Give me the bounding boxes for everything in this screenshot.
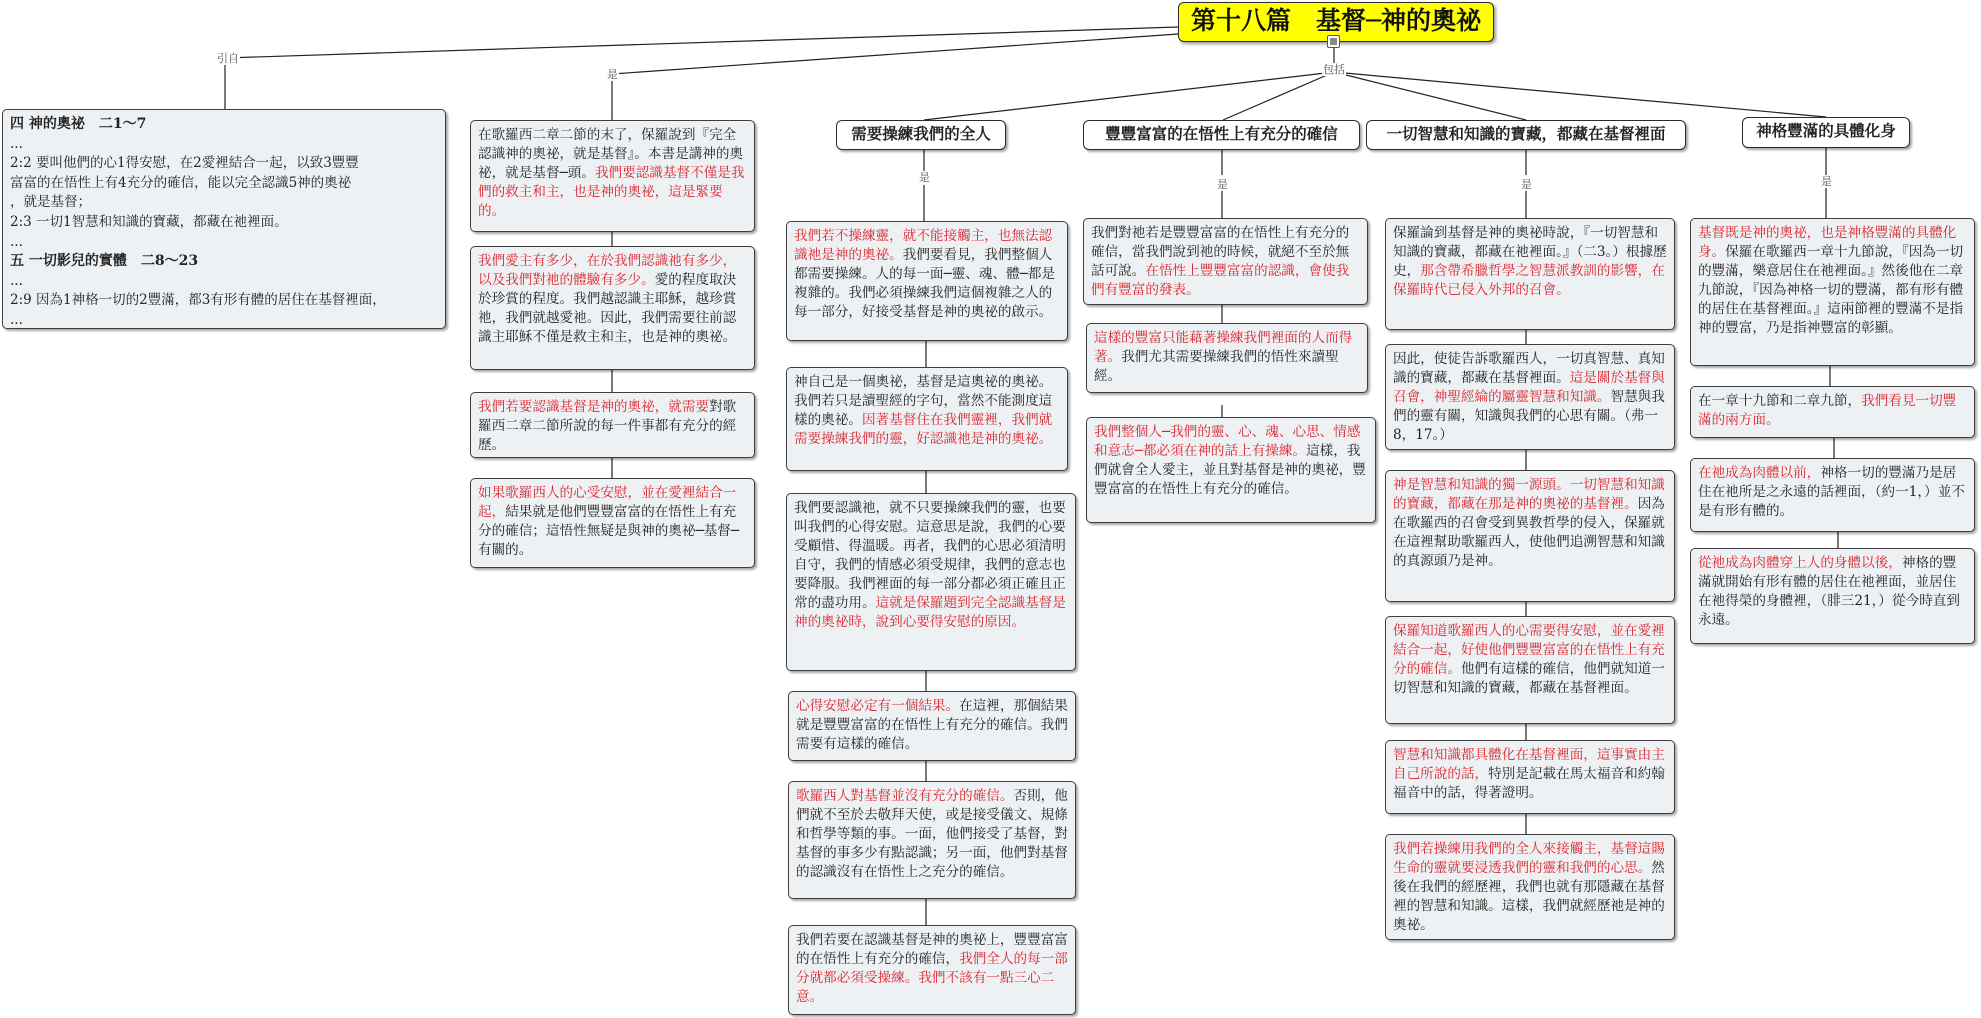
body-text: 在這裡，那個結果就是豐豐富富的在悟性上有充分的確信。我們需要有這樣的確信。 [796, 698, 1068, 752]
highlight-text: 因著基督住在我們靈裡，我們就需要操練我們的靈，好認識祂是神的奧祕。 [794, 412, 1053, 447]
highlight-text: 智慧和知識都具體化在基督裡面，這事實由主自己所說的話， [1393, 747, 1665, 782]
highlight-text: 歌羅西人對基督並沒有充分的確信。 [796, 788, 1014, 804]
topic-node[interactable] [470, 120, 755, 232]
highlight-text: 我們若要認識基督是神的奧祕，就需要 [478, 399, 710, 415]
reference-ellipsis: ... [10, 272, 23, 289]
edge-label-is-h2: 是 [1217, 178, 1228, 191]
edge-label-is-h3: 是 [1521, 178, 1532, 191]
topic-node[interactable] [1385, 834, 1675, 940]
edge-label-is-h1: 是 [919, 171, 930, 184]
heading-treasures-of-wisdom[interactable]: 一切智慧和知識的寶藏，都藏在基督裡面 [1366, 120, 1686, 150]
reference-verse: ，就是基督； [10, 194, 91, 211]
body-text: 保羅論到基督是神的奧祕時說，『一切智慧和知識的寶藏，都藏在祂裡面。』（二3。）根據歷史， [1393, 225, 1667, 279]
highlight-text: 基督既是神的奧祕，也是神格豐滿的具體化身。 [1698, 225, 1957, 260]
highlight-text: 在悟性上豐豐富富的認識，會使我們有豐富的發表。 [1091, 263, 1350, 298]
topic-node[interactable] [1385, 616, 1675, 724]
topic-node[interactable] [1690, 548, 1975, 644]
topic-node[interactable] [1083, 218, 1368, 305]
body-text: 愛的程度取決於珍賞的程度。我們越認識主耶穌，越珍賞祂，我們就越愛祂。因此，我們需要往前認識主耶穌不僅是救主和主，也是神的奧祕。 [478, 272, 737, 345]
body-text: 我們要看見，我們整個人都需要操練。人的每一面─靈、魂、體─都是複雜的。我們必須操練我們這個複雜之人的每一部分，好接受基督是神的奧祕的啟示。 [794, 247, 1056, 320]
edge-label-is-h4: 是 [1821, 175, 1832, 188]
edge-label-is: 是 [607, 68, 618, 81]
topic-node[interactable] [788, 781, 1076, 899]
body-text: 因此，使徒告訴歌羅西人，一切真智慧、真知識的寶藏，都藏在基督裡面。 [1393, 351, 1665, 386]
reference-title-1: 四 神的奧祕 二1～7 [10, 116, 147, 132]
heading-full-assurance[interactable]: 豐豐富富的在悟性上有充分的確信 [1083, 120, 1360, 150]
highlight-text: 那含帶希臘哲學之智慧派教訓的影響，在保羅時代已侵入外邦的召會。 [1393, 263, 1665, 298]
reference-verse: 2:3 一切1智慧和知識的寶藏，都藏在祂裡面。 [10, 213, 288, 230]
topic-node[interactable] [786, 367, 1068, 471]
topic-node[interactable] [1690, 218, 1975, 366]
body-text: 保羅在歌羅西一章十九節說，『因為一切的豐滿，樂意居住在祂裡面。』然後他在二章九節說，『因為神格一切的豐滿，都有形有體的居住在基督裡面。』這兩節裡的豐滿不是指神的豐富，乃是指神豐富的彰顯。 [1698, 244, 1964, 336]
highlight-text: 我們全人的每一部分就都必須受操練。我們不該有一點三心二意。 [796, 951, 1068, 1005]
topic-node[interactable] [786, 493, 1076, 671]
highlight-text: 我們整個人─我們的靈、心、魂、心思、情感和意志─都必須在神的話上有操練。 [1094, 424, 1361, 459]
reference-ellipsis: ... [10, 233, 23, 250]
body-text: 神格一切的豐滿乃是居住在祂所是之永遠的話裡面，（約一1，）並不是有形有體的。 [1698, 465, 1965, 519]
reference-ellipsis: ... [10, 311, 23, 328]
highlight-text: 我們要認識基督不僅是我們的救主和主，也是神的奧祕，這是緊要的。 [478, 165, 745, 219]
body-text: 因為在歌羅西的召會受到異教哲學的侵入，保羅就在這裡幫助歌羅西人，使他們追溯智慧和知識的真源頭乃是神。 [1393, 496, 1665, 569]
reference-verse: 富富的在悟性上有4充分的確信，能以完全認識5神的奧祕 [10, 174, 352, 191]
highlight-text: 從祂成為肉體穿上人的身體以後， [1698, 555, 1902, 571]
heading-embodiment-of-fullness[interactable]: 神格豐滿的具體化身 [1742, 117, 1910, 148]
body-text: 特別是記載在馬太福音和約翰福音中的話，得著證明。 [1393, 766, 1665, 801]
body-text: 在歌羅西二章二節的末了，保羅說到『完全認識神的奧祕，就是基督』。本書是講神的奧祕，就是基督─頭。 [478, 127, 744, 181]
highlight-text: 我們愛主有多少，在於我們認識祂有多少，以及我們對祂的體驗有多少。 [478, 253, 737, 288]
highlight-text: 如果歌羅西人的心受安慰，並在愛裡結合一起， [478, 485, 737, 520]
topic-node[interactable] [788, 691, 1076, 761]
topic-node[interactable] [788, 925, 1076, 1015]
body-text: 神格的豐滿就開始有形有體的居住在祂裡面，並居住在祂得榮的身體裡，（腓三21，）從今時直到永遠。 [1698, 555, 1960, 628]
body-text: 然後在我們的經歷裡，我們也就有那隱藏在基督裡的智慧和知識。這樣，我們就經歷祂是神的奧祕。 [1393, 860, 1665, 933]
body-text: 在一章十九節和二章九節， [1698, 393, 1862, 409]
body-text: 智慧與我們的靈有關，知識與我們的心思有關。（弗一8，17。） [1393, 389, 1665, 443]
topic-node[interactable] [1086, 323, 1368, 393]
reference-verse: 2:9 因為1神格一切的2豐滿，都3有形有體的居住在基督裡面， [10, 292, 386, 309]
reference-box[interactable] [2, 109, 446, 329]
body-text: 他們有這樣的確信，他們就知道一切智慧和知識的寶藏，都藏在基督裡面。 [1393, 661, 1665, 696]
highlight-text: 保羅知道歌羅西人的心需要得安慰，並在愛裡結合一起，好使他們豐豐富富的在悟性上有充分的確信。 [1393, 623, 1665, 677]
reference-verse: 2:2 要叫他們的心1得安慰，在2愛裡結合一起，以致3豐豐 [10, 155, 359, 172]
topic-node[interactable] [1385, 344, 1675, 450]
topic-node[interactable] [1385, 218, 1675, 330]
highlight-text: 我們若操練用我們的全人來接觸主，基督這賜生命的靈就要浸透我們的靈和我們的心思。 [1393, 841, 1665, 876]
topic-node[interactable] [1690, 386, 1975, 438]
body-text: 我們對祂若是豐豐富富的在悟性上有充分的確信，當我們說到祂的時候，就絕不至於無話可說。 [1091, 225, 1350, 279]
reference-title-2: 五 一切影兒的實體 二8～23 [10, 253, 199, 270]
note-icon[interactable] [1327, 35, 1340, 48]
highlight-text: 我們看見一切豐滿的兩方面。 [1698, 393, 1957, 428]
body-text: 神自己是一個奧祕，基督是這奧祕的奧祕。我們若只是讀聖經的字句，當然不能測度這樣的奧祕。 [794, 374, 1053, 428]
topic-node[interactable] [1690, 458, 1975, 532]
root-topic[interactable]: 第十八篇 基督─神的奧祕 [1178, 2, 1494, 42]
highlight-text: 這是關於基督與召會，神聖經綸的屬靈智慧和知識。 [1393, 370, 1665, 405]
body-text: 這樣，我們就會全人愛主，並且對基督是神的奧祕，豐豐富富的在悟性上有充分的確信。 [1094, 443, 1366, 497]
topic-node[interactable] [470, 246, 755, 370]
highlight-text: 心得安慰必定有一個結果。 [796, 698, 960, 714]
highlight-text: 神是智慧和知識的獨一源頭。一切智慧和知識的寶藏，都藏在那是神的奧祕的基督裡。 [1393, 477, 1665, 512]
body-text: 我們尤其需要操練我們的悟性來讀聖經。 [1094, 349, 1339, 384]
topic-node[interactable] [470, 392, 755, 458]
topic-node[interactable] [786, 221, 1068, 341]
highlight-text: 這就是保羅題到完全認識基督是神的奧祕時，說到心要得安慰的原因。 [794, 595, 1066, 630]
topic-node[interactable] [1385, 470, 1675, 602]
body-text: 我們若要在認識基督是神的奧祕上，豐豐富富的在悟性上有充分的確信， [796, 932, 1068, 967]
topic-node[interactable] [470, 478, 755, 568]
body-text: 對歌羅西二章二節所說的每一件事都有充分的經歷。 [478, 399, 737, 453]
reference-ellipsis: ... [10, 135, 23, 152]
highlight-text: 我們若不操練靈，就不能接觸主，也無法認識祂是神的奧祕。 [794, 228, 1053, 263]
heading-train-whole-being[interactable]: 需要操練我們的全人 [836, 120, 1006, 150]
topic-node[interactable] [1086, 417, 1376, 523]
edge-label-include: 包括 [1323, 63, 1345, 76]
highlight-text: 在祂成為肉體以前， [1698, 465, 1821, 481]
topic-node[interactable] [1385, 740, 1675, 814]
edge-label-cite: 引自 [217, 52, 239, 65]
highlight-text: 這樣的豐富只能藉著操練我們裡面的人而得著。 [1094, 330, 1353, 365]
body-text: 否則，他們就不至於去敬拜天使，或是接受儀文、規條和哲學等類的事。一面，他們接受了基督，對基督的事多少有點認識；另一面，他們對基督的認識沒有在悟性上之充分的確信。 [796, 788, 1068, 880]
body-text: 我們要認識祂，就不只要操練我們的靈，也要叫我們的心得安慰。這意思是說，我們的心要受顧惜、得溫暖。再者，我們的心思必須清明自守，我們的情感必須受規律，我們的意志也要降服。我們裡面的每一部分都必須正確且正常的盡功用。 [794, 500, 1066, 611]
body-text: 結果就是他們豐豐富富的在悟性上有充分的確信；這悟性無疑是與神的奧祕─基督─有關的。 [478, 504, 740, 558]
